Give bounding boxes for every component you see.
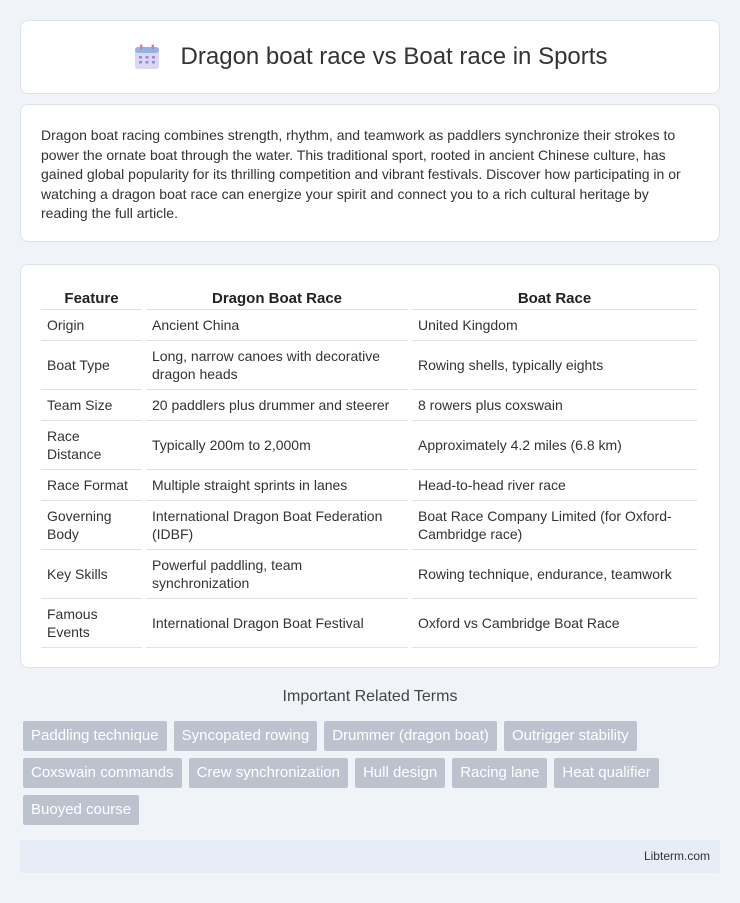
row-boat-value: Boat Race Company Limited (for Oxford-Cambridge race)	[412, 501, 697, 550]
related-term-tag[interactable]: Paddling technique	[23, 721, 167, 751]
footer-site-link[interactable]: Libterm.com	[643, 849, 710, 863]
row-dragon-value: Ancient China	[146, 310, 408, 341]
table-row	[41, 599, 697, 648]
table-row	[41, 470, 697, 501]
row-feature: Team Size	[41, 390, 142, 421]
header-card	[20, 20, 720, 94]
header-boat-race: Boat Race	[412, 285, 697, 310]
page-title: Dragon boat race vs Boat race in Sports	[180, 43, 608, 70]
intro-card	[20, 104, 720, 242]
row-dragon-value: Multiple straight sprints in lanes	[146, 470, 408, 501]
related-term-tag[interactable]: Heat qualifier	[554, 758, 658, 788]
related-term-tag[interactable]: Drummer (dragon boat)	[324, 721, 497, 751]
row-boat-value: Head-to-head river race	[412, 470, 697, 501]
row-dragon-value: Powerful paddling, team synchronization	[146, 550, 408, 599]
table-row	[41, 501, 697, 550]
table-row	[41, 341, 697, 390]
row-boat-value: Approximately 4.2 miles (6.8 km)	[412, 421, 697, 470]
related-term-tag[interactable]: Racing lane	[452, 758, 547, 788]
related-terms-list	[23, 721, 713, 825]
row-feature: Boat Type	[41, 341, 142, 390]
table-row	[41, 390, 697, 421]
row-boat-value: Rowing technique, endurance, teamwork	[412, 550, 697, 599]
intro-paragraph: Dragon boat racing combines strength, rhythm, and teamwork as paddlers synchronize their strokes to power the ornate boat through the water. This traditional sport, rooted in ancient Chinese culture, has gained global popularity for its thrilling competition and vibrant festivals. Discover how participating in or watching a dragon boat race can energize your spirit and connect you to a rich cultural heritage by reading the full article.	[41, 127, 681, 221]
row-dragon-value: Typically 200m to 2,000m	[146, 421, 408, 470]
related-term-tag[interactable]: Coxswain commands	[23, 758, 182, 788]
row-boat-value: United Kingdom	[412, 310, 697, 341]
comparison-table-card	[20, 264, 720, 668]
related-term-tag[interactable]: Outrigger stability	[504, 721, 637, 751]
related-term-tag[interactable]: Crew synchronization	[189, 758, 348, 788]
row-dragon-value: International Dragon Boat Federation (IDBF)	[146, 501, 408, 550]
row-feature: Race Distance	[41, 421, 142, 470]
header-dragon-boat-race: Dragon Boat Race	[146, 285, 408, 310]
row-dragon-value: 20 paddlers plus drummer and steerer	[146, 390, 408, 421]
table-header-row	[41, 285, 697, 310]
calendar-icon	[133, 43, 161, 71]
footer	[20, 840, 720, 873]
row-feature: Governing Body	[41, 501, 142, 550]
related-term-tag[interactable]: Syncopated rowing	[174, 721, 318, 751]
row-feature: Race Format	[41, 470, 142, 501]
comparison-table	[41, 285, 697, 648]
related-term-tag[interactable]: Hull design	[355, 758, 445, 788]
row-feature: Origin	[41, 310, 142, 341]
row-boat-value: Oxford vs Cambridge Boat Race	[412, 599, 697, 648]
related-term-tag[interactable]: Buoyed course	[23, 795, 139, 825]
table-row	[41, 421, 697, 470]
row-feature: Famous Events	[41, 599, 142, 648]
table-row	[41, 550, 697, 599]
table-row	[41, 310, 697, 341]
header-feature: Feature	[41, 285, 142, 310]
row-boat-value: 8 rowers plus coxswain	[412, 390, 697, 421]
row-dragon-value: International Dragon Boat Festival	[146, 599, 408, 648]
related-terms-heading: Important Related Terms	[282, 688, 458, 705]
row-feature: Key Skills	[41, 550, 142, 599]
row-dragon-value: Long, narrow canoes with decorative dragon heads	[146, 341, 408, 390]
row-boat-value: Rowing shells, typically eights	[412, 341, 697, 390]
